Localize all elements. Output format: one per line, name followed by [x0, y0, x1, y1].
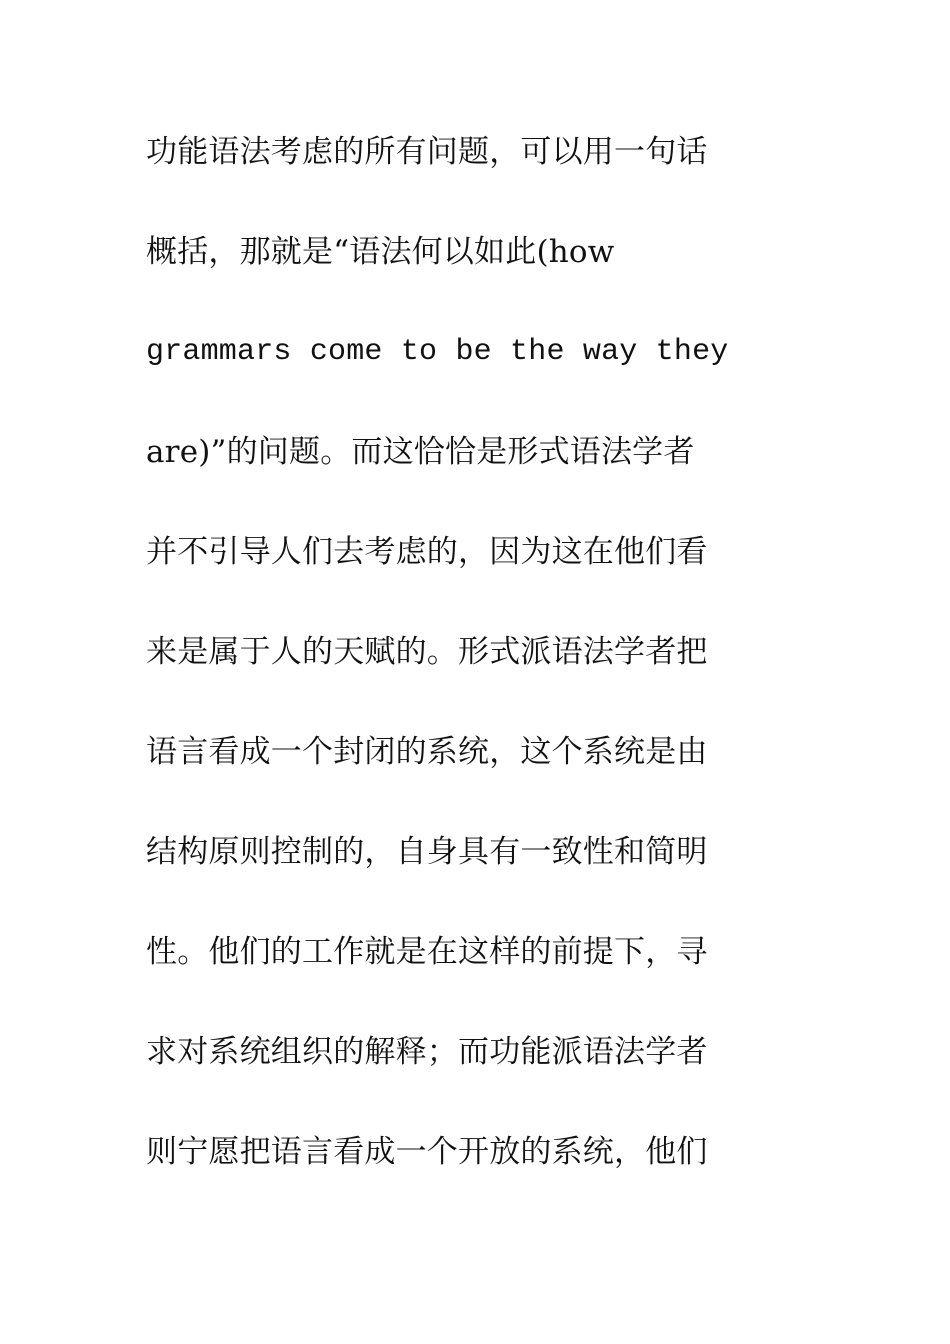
- text-line-5: 并不引导人们去考虑的，因为这在他们看: [146, 534, 708, 570]
- text-line-4: are)”的问题。而这恰恰是形式语法学者: [146, 434, 695, 470]
- text-line-11: 则宁愿把语言看成一个开放的系统，他们: [146, 1134, 708, 1170]
- text-line-7: 语言看成一个封闭的系统，这个系统是由: [146, 734, 708, 770]
- text-line-8: 结构原则控制的，自身具有一致性和简明: [146, 834, 708, 870]
- text-line-2: 概括，那就是“语法何以如此(how: [146, 234, 615, 270]
- text-line-10: 求对系统组织的解释；而功能派语法学者: [146, 1034, 708, 1070]
- text-line-6: 来是属于人的天赋的。形式派语法学者把: [146, 634, 708, 670]
- body-text: [146, 124, 786, 1224]
- text-line-1: 功能语法考虑的所有问题，可以用一句话: [146, 134, 708, 170]
- text-line-9: 性。他们的工作就是在这样的前提下，寻: [146, 934, 708, 970]
- text-line-3: grammars come to be the way they: [146, 335, 729, 369]
